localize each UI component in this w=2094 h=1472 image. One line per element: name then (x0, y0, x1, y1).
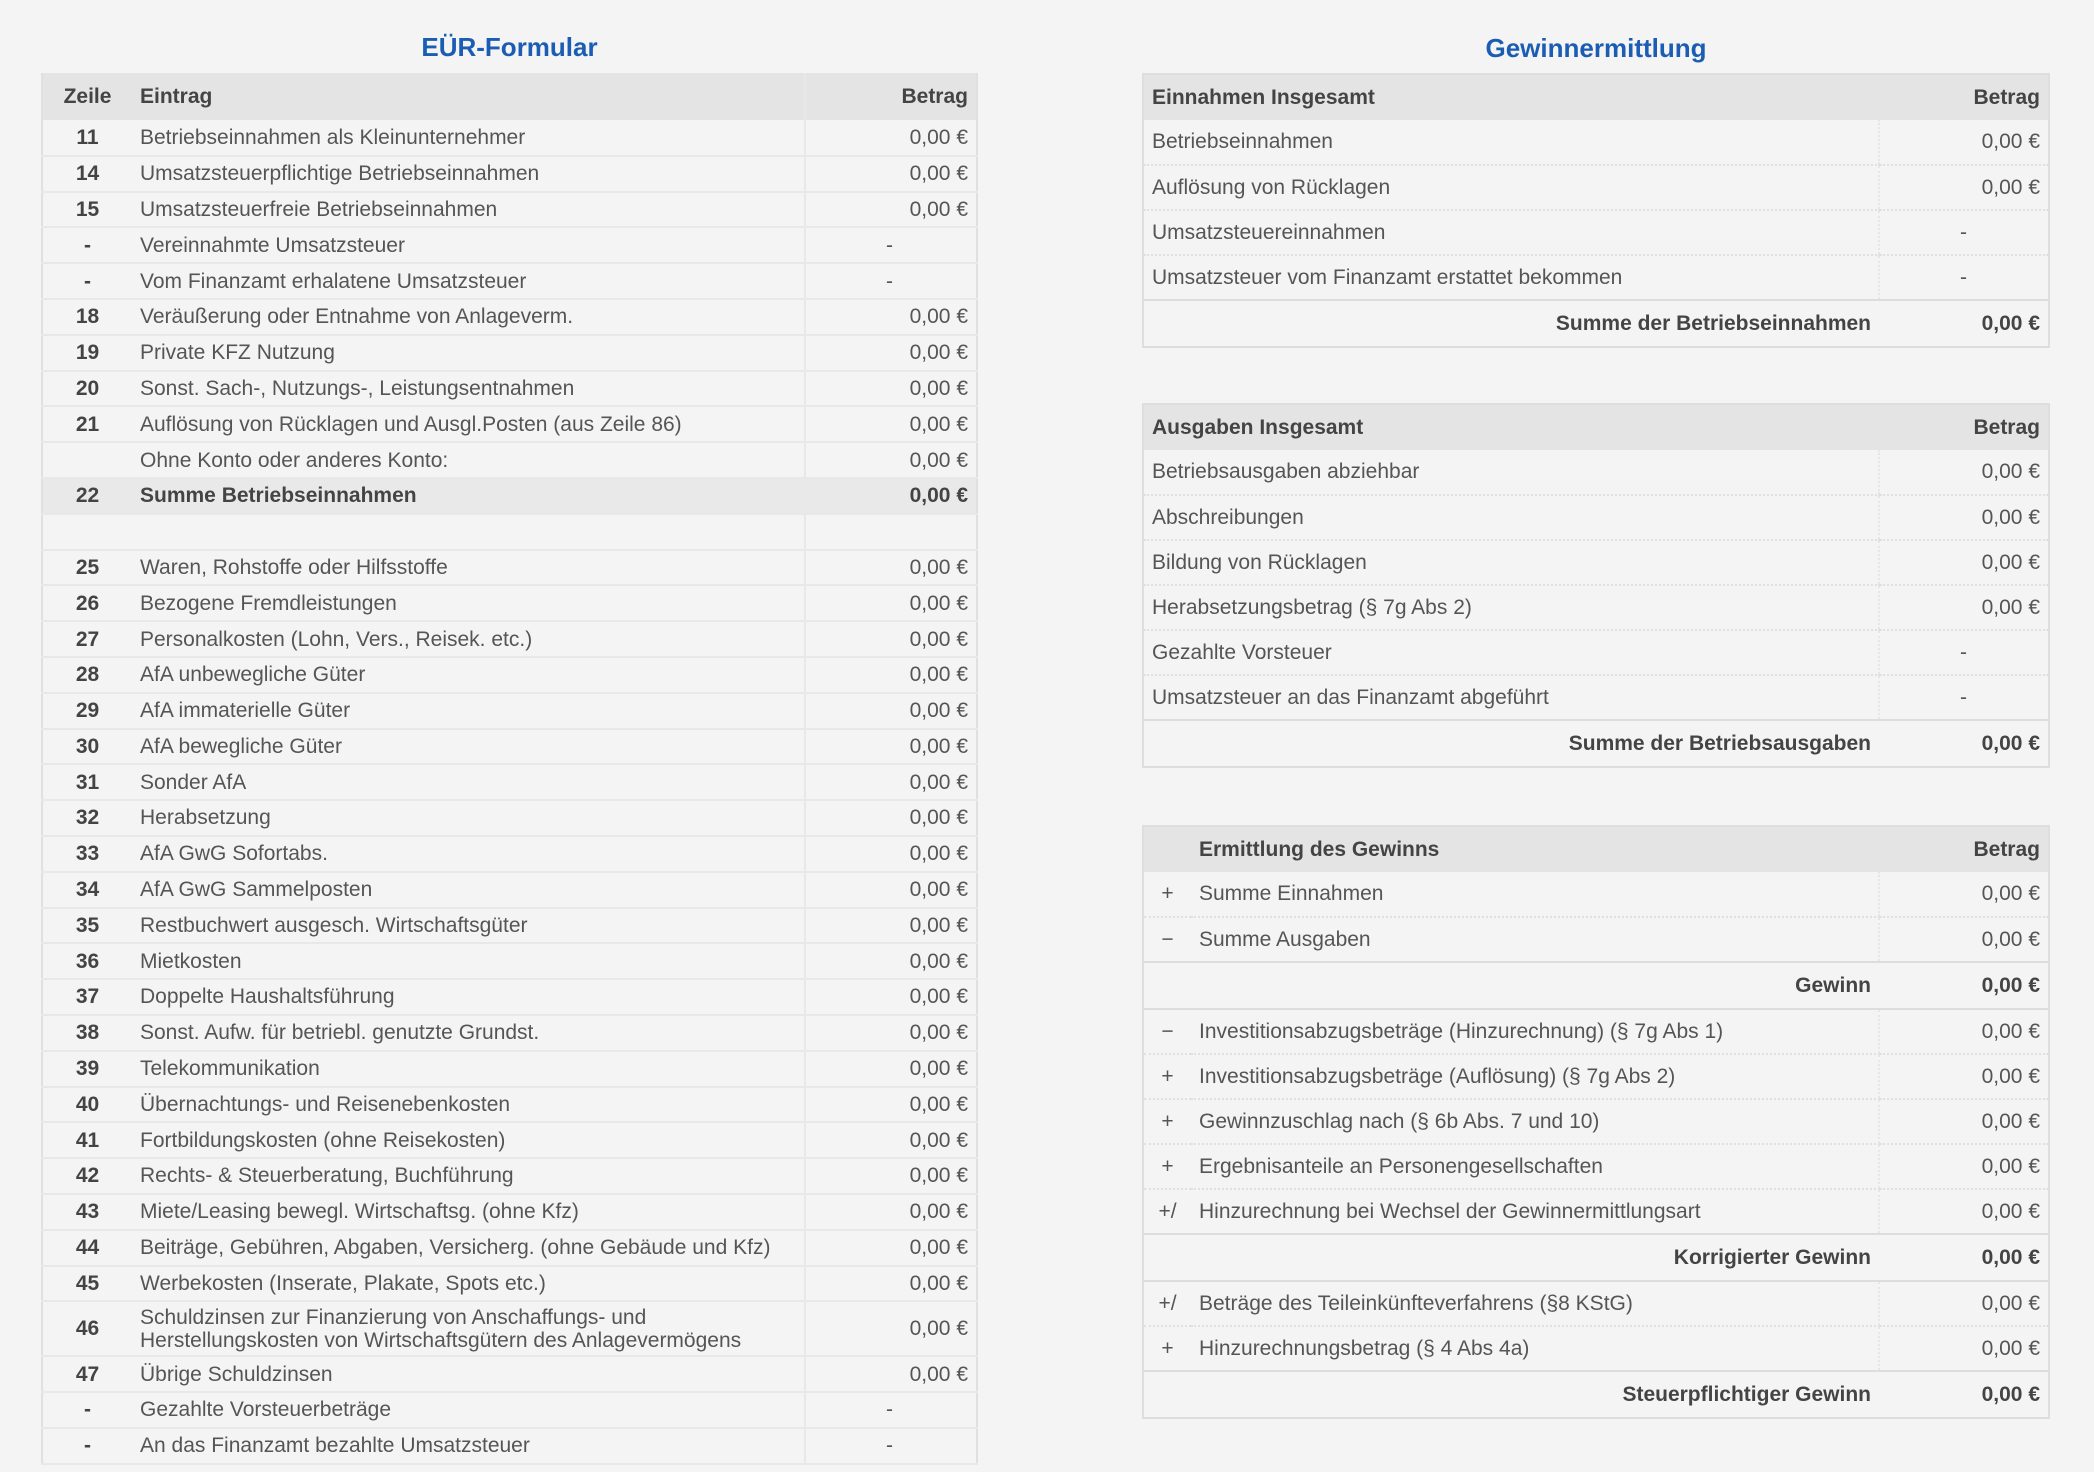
table-row (1143, 630, 2049, 675)
table-row (42, 621, 977, 657)
row-amount: 0,00 € (1879, 1099, 2049, 1144)
table-row (1143, 675, 2049, 720)
table-row (42, 1301, 977, 1356)
table-row (42, 1230, 977, 1266)
row-amount: 0,00 € (1879, 495, 2049, 540)
total-row (1143, 962, 2049, 1009)
row-amount: 0,00 € (805, 729, 977, 765)
row-amount: 0,00 € (805, 478, 977, 514)
row-entry: Bezogene Fremdleistungen (132, 585, 805, 621)
sign-operator: + (1143, 1144, 1191, 1189)
row-line-number: 27 (42, 621, 132, 657)
row-label: Hinzurechnung bei Wechsel der Gewinnermittlungsart (1191, 1189, 1879, 1234)
row-amount: - (1879, 630, 2049, 675)
row-entry: Summe Betriebseinnahmen (132, 478, 805, 514)
sign-operator: + (1143, 1099, 1191, 1144)
table-row (42, 800, 977, 836)
row-entry: Personalkosten (Lohn, Vers., Reisek. etc.) (132, 621, 805, 657)
row-entry: Waren, Rohstoffe oder Hilfsstoffe (132, 550, 805, 586)
row-line-number: - (42, 1392, 132, 1428)
profit-calc-title: Gewinnermittlung (1485, 33, 1707, 63)
sign-operator: + (1143, 1054, 1191, 1099)
row-entry (132, 514, 805, 550)
row-amount: 0,00 € (1879, 1144, 2049, 1189)
row-entry: Sonst. Aufw. für betriebl. genutzte Grundst. (132, 1015, 805, 1051)
row-label: Betriebsausgaben abziehbar (1143, 450, 1879, 495)
row-label: Summe Einnahmen (1191, 872, 1879, 917)
row-line-number: 44 (42, 1230, 132, 1266)
row-amount: 0,00 € (1879, 1281, 2049, 1326)
row-entry: Vom Finanzamt erhalatene Umsatzsteuer (132, 263, 805, 299)
einnahmen-header: Einnahmen Insgesamt (1143, 74, 1879, 120)
gewinn-betrag-header: Betrag (1879, 826, 2049, 872)
row-entry: Private KFZ Nutzung (132, 335, 805, 371)
table-row (42, 371, 977, 407)
row-line-number: 41 (42, 1122, 132, 1158)
table-row (42, 1087, 977, 1123)
row-label: Bildung von Rücklagen (1143, 540, 1879, 585)
row-entry: Veräußerung oder Entnahme von Anlageverm. (132, 299, 805, 335)
total-label: Korrigierter Gewinn (1143, 1234, 1879, 1281)
table-row (42, 1051, 977, 1087)
row-amount: 0,00 € (805, 693, 977, 729)
table-row (1143, 165, 2049, 210)
eur-form-table (41, 73, 978, 1465)
table-row (42, 943, 977, 979)
row-amount: - (1879, 210, 2049, 255)
gewinn-header: Ermittlung des Gewinns (1191, 826, 1879, 872)
table-row (42, 550, 977, 586)
table-row (42, 1392, 977, 1428)
table-row (1143, 255, 2049, 300)
row-amount: 0,00 € (805, 299, 977, 335)
row-line-number: 29 (42, 693, 132, 729)
gewinn-table (1142, 825, 2050, 1419)
row-amount: 0,00 € (805, 585, 977, 621)
row-label: Umsatzsteuereinnahmen (1143, 210, 1879, 255)
row-line-number: 46 (42, 1301, 132, 1356)
row-amount: 0,00 € (1879, 450, 2049, 495)
table-row (42, 406, 977, 442)
table-row (42, 263, 977, 299)
row-line-number: - (42, 1428, 132, 1464)
table-row (42, 908, 977, 944)
row-amount: 0,00 € (805, 1087, 977, 1123)
total-row (1143, 1234, 2049, 1281)
row-line-number (42, 442, 132, 478)
row-label: Betriebseinnahmen (1143, 120, 1879, 165)
col-betrag: Betrag (805, 73, 977, 120)
row-amount: 0,00 € (805, 1301, 977, 1356)
row-amount: 0,00 € (805, 120, 977, 156)
table-row (1143, 1281, 2049, 1326)
row-entry: Übernachtungs- und Reisenebenkosten (132, 1087, 805, 1123)
ausgaben-table (1142, 403, 2050, 768)
row-amount: 0,00 € (805, 1122, 977, 1158)
row-line-number: 30 (42, 729, 132, 765)
row-amount: 0,00 € (805, 406, 977, 442)
row-amount: - (1879, 255, 2049, 300)
row-line-number: 45 (42, 1266, 132, 1302)
table-row (42, 442, 977, 478)
row-line-number: 14 (42, 156, 132, 192)
row-line-number: 43 (42, 1194, 132, 1230)
row-label: Auflösung von Rücklagen (1143, 165, 1879, 210)
row-entry: Sonder AfA (132, 764, 805, 800)
row-amount: 0,00 € (805, 764, 977, 800)
row-line-number: 47 (42, 1356, 132, 1392)
table-row (1143, 1054, 2049, 1099)
table-row (42, 1122, 977, 1158)
table-row (1143, 495, 2049, 540)
table-row (42, 192, 977, 228)
sign-operator: +/ (1143, 1281, 1191, 1326)
row-amount: 0,00 € (805, 943, 977, 979)
row-entry: Doppelte Haushaltsführung (132, 979, 805, 1015)
row-entry: Gezahlte Vorsteuerbeträge (132, 1392, 805, 1428)
row-amount: 0,00 € (1879, 1189, 2049, 1234)
row-label: Herabsetzungsbetrag (§ 7g Abs 2) (1143, 585, 1879, 630)
row-amount: 0,00 € (1879, 120, 2049, 165)
row-amount: 0,00 € (805, 979, 977, 1015)
table-row (1143, 585, 2049, 630)
eur-form-title: EÜR-Formular (421, 32, 598, 62)
row-amount: 0,00 € (805, 1356, 977, 1392)
row-line-number: 36 (42, 943, 132, 979)
row-amount: 0,00 € (805, 872, 977, 908)
row-line-number: 31 (42, 764, 132, 800)
row-entry: AfA immaterielle Güter (132, 693, 805, 729)
table-row (1143, 872, 2049, 917)
table-row (42, 729, 977, 765)
row-amount: - (805, 227, 977, 263)
table-row (42, 836, 977, 872)
sign-operator: − (1143, 1009, 1191, 1054)
row-entry: Sonst. Sach-, Nutzungs-, Leistungsentnahmen (132, 371, 805, 407)
table-row (1143, 1144, 2049, 1189)
row-line-number: 26 (42, 585, 132, 621)
row-amount: 0,00 € (805, 371, 977, 407)
table-row (42, 120, 977, 156)
row-line-number: 42 (42, 1158, 132, 1194)
sign-operator: +/ (1143, 1189, 1191, 1234)
table-row (42, 299, 977, 335)
row-line-number: 11 (42, 120, 132, 156)
row-line-number: 39 (42, 1051, 132, 1087)
table-row (1143, 210, 2049, 255)
row-label: Abschreibungen (1143, 495, 1879, 540)
row-amount: 0,00 € (805, 908, 977, 944)
row-line-number: 34 (42, 872, 132, 908)
table-row (1143, 120, 2049, 165)
total-label: Summe der Betriebseinnahmen (1143, 300, 1879, 347)
table-row (1143, 1009, 2049, 1054)
row-entry: AfA GwG Sofortabs. (132, 836, 805, 872)
row-label: Investitionsabzugsbeträge (Hinzurechnung) (§ 7g Abs 1) (1191, 1009, 1879, 1054)
row-amount: 0,00 € (1879, 585, 2049, 630)
row-amount: 0,00 € (805, 800, 977, 836)
row-line-number: 20 (42, 371, 132, 407)
row-line-number (42, 514, 132, 550)
row-entry: Umsatzsteuerpflichtige Betriebseinnahmen (132, 156, 805, 192)
total-row (1143, 720, 2049, 767)
row-amount: 0,00 € (805, 442, 977, 478)
row-amount: 0,00 € (1879, 540, 2049, 585)
row-label: Gewinnzuschlag nach (§ 6b Abs. 7 und 10) (1191, 1099, 1879, 1144)
row-entry: Telekommunikation (132, 1051, 805, 1087)
row-amount (805, 514, 977, 550)
row-line-number: 15 (42, 192, 132, 228)
row-line-number: 21 (42, 406, 132, 442)
row-entry: Umsatzsteuerfreie Betriebseinnahmen (132, 192, 805, 228)
row-line-number: 18 (42, 299, 132, 335)
row-amount: 0,00 € (805, 156, 977, 192)
table-row (42, 657, 977, 693)
row-entry: Restbuchwert ausgesch. Wirtschaftsgüter (132, 908, 805, 944)
row-amount: - (805, 1428, 977, 1464)
row-label: Ergebnisanteile an Personengesellschaften (1191, 1144, 1879, 1189)
total-amount: 0,00 € (1879, 300, 2049, 347)
table-row (42, 514, 977, 550)
row-amount: 0,00 € (805, 1015, 977, 1051)
row-entry: AfA unbewegliche Güter (132, 657, 805, 693)
sign-operator: + (1143, 872, 1191, 917)
row-label: Umsatzsteuer an das Finanzamt abgeführt (1143, 675, 1879, 720)
table-row (42, 585, 977, 621)
row-line-number: 38 (42, 1015, 132, 1051)
row-label: Umsatzsteuer vom Finanzamt erstattet bekommen (1143, 255, 1879, 300)
ausgaben-betrag-header: Betrag (1879, 404, 2049, 450)
row-amount: 0,00 € (805, 192, 977, 228)
row-line-number: 19 (42, 335, 132, 371)
table-row (42, 1194, 977, 1230)
row-entry: Herabsetzung (132, 800, 805, 836)
sign-operator: − (1143, 917, 1191, 962)
row-entry: AfA bewegliche Güter (132, 729, 805, 765)
row-label: Beträge des Teileinkünfteverfahrens (§8 KStG) (1191, 1281, 1879, 1326)
table-row (1143, 917, 2049, 962)
row-amount: 0,00 € (805, 1194, 977, 1230)
row-label: Gezahlte Vorsteuer (1143, 630, 1879, 675)
total-label: Summe der Betriebsausgaben (1143, 720, 1879, 767)
row-line-number: 37 (42, 979, 132, 1015)
total-row (1143, 1371, 2049, 1418)
row-amount: 0,00 € (805, 335, 977, 371)
row-entry: Auflösung von Rücklagen und Ausgl.Posten (aus Zeile 86) (132, 406, 805, 442)
row-line-number: 35 (42, 908, 132, 944)
row-amount: 0,00 € (1879, 1326, 2049, 1371)
row-amount: 0,00 € (1879, 917, 2049, 962)
total-amount: 0,00 € (1879, 1234, 2049, 1281)
col-zeile: Zeile (42, 73, 132, 120)
table-row (42, 764, 977, 800)
table-row (1143, 450, 2049, 495)
sign-operator: + (1143, 1326, 1191, 1371)
table-row (42, 1356, 977, 1392)
row-amount: 0,00 € (805, 1158, 977, 1194)
einnahmen-betrag-header: Betrag (1879, 74, 2049, 120)
total-amount: 0,00 € (1879, 962, 2049, 1009)
row-amount: 0,00 € (805, 1051, 977, 1087)
table-row (42, 478, 977, 514)
total-amount: 0,00 € (1879, 1371, 2049, 1418)
table-row (42, 872, 977, 908)
row-line-number: 28 (42, 657, 132, 693)
row-entry: Werbekosten (Inserate, Plakate, Spots etc.) (132, 1266, 805, 1302)
table-row (1143, 1189, 2049, 1234)
row-amount: 0,00 € (1879, 872, 2049, 917)
row-entry: AfA GwG Sammelposten (132, 872, 805, 908)
table-row (42, 1158, 977, 1194)
row-amount: 0,00 € (1879, 1009, 2049, 1054)
total-amount: 0,00 € (1879, 720, 2049, 767)
row-line-number: 32 (42, 800, 132, 836)
table-row (42, 1428, 977, 1464)
table-row (42, 227, 977, 263)
row-amount: 0,00 € (1879, 165, 2049, 210)
row-amount: - (1879, 675, 2049, 720)
row-entry: Übrige Schuldzinsen (132, 1356, 805, 1392)
row-entry: Fortbildungskosten (ohne Reisekosten) (132, 1122, 805, 1158)
row-entry: Schuldzinsen zur Finanzierung von Anschaffungs- und Herstellungskosten von Wirtschaftsgütern des Anlagevermögens (132, 1301, 805, 1356)
table-row (1143, 1326, 2049, 1371)
row-entry: Mietkosten (132, 943, 805, 979)
table-row (42, 1266, 977, 1302)
row-entry: Ohne Konto oder anderes Konto: (132, 442, 805, 478)
row-line-number: 40 (42, 1087, 132, 1123)
total-label: Gewinn (1143, 962, 1879, 1009)
row-label: Summe Ausgaben (1191, 917, 1879, 962)
row-entry: Miete/Leasing bewegl. Wirtschaftsg. (ohne Kfz) (132, 1194, 805, 1230)
table-row (1143, 1099, 2049, 1144)
row-line-number: 22 (42, 478, 132, 514)
row-label: Hinzurechnungsbetrag (§ 4 Abs 4a) (1191, 1326, 1879, 1371)
table-row (42, 335, 977, 371)
row-entry: Betriebseinnahmen als Kleinunternehmer (132, 120, 805, 156)
row-amount: 0,00 € (1879, 1054, 2049, 1099)
row-entry: Beiträge, Gebühren, Abgaben, Versicherg. (ohne Gebäude und Kfz) (132, 1230, 805, 1266)
table-row (1143, 540, 2049, 585)
row-line-number: - (42, 263, 132, 299)
row-amount: - (805, 1392, 977, 1428)
row-label: Investitionsabzugsbeträge (Auflösung) (§ 7g Abs 2) (1191, 1054, 1879, 1099)
total-row (1143, 300, 2049, 347)
einnahmen-table (1142, 73, 2050, 348)
row-line-number: - (42, 227, 132, 263)
row-entry: Rechts- & Steuerberatung, Buchführung (132, 1158, 805, 1194)
row-line-number: 25 (42, 550, 132, 586)
row-amount: 0,00 € (805, 1266, 977, 1302)
row-amount: 0,00 € (805, 1230, 977, 1266)
row-line-number: 33 (42, 836, 132, 872)
row-amount: 0,00 € (805, 836, 977, 872)
row-amount: 0,00 € (805, 550, 977, 586)
table-row (42, 979, 977, 1015)
ausgaben-header: Ausgaben Insgesamt (1143, 404, 1879, 450)
row-amount: 0,00 € (805, 621, 977, 657)
col-eintrag: Eintrag (132, 73, 805, 120)
row-entry: An das Finanzamt bezahlte Umsatzsteuer (132, 1428, 805, 1464)
table-row (42, 693, 977, 729)
total-label: Steuerpflichtiger Gewinn (1143, 1371, 1879, 1418)
row-amount: 0,00 € (805, 657, 977, 693)
row-entry: Vereinnahmte Umsatzsteuer (132, 227, 805, 263)
table-row (42, 1015, 977, 1051)
table-row (42, 156, 977, 192)
row-amount: - (805, 263, 977, 299)
